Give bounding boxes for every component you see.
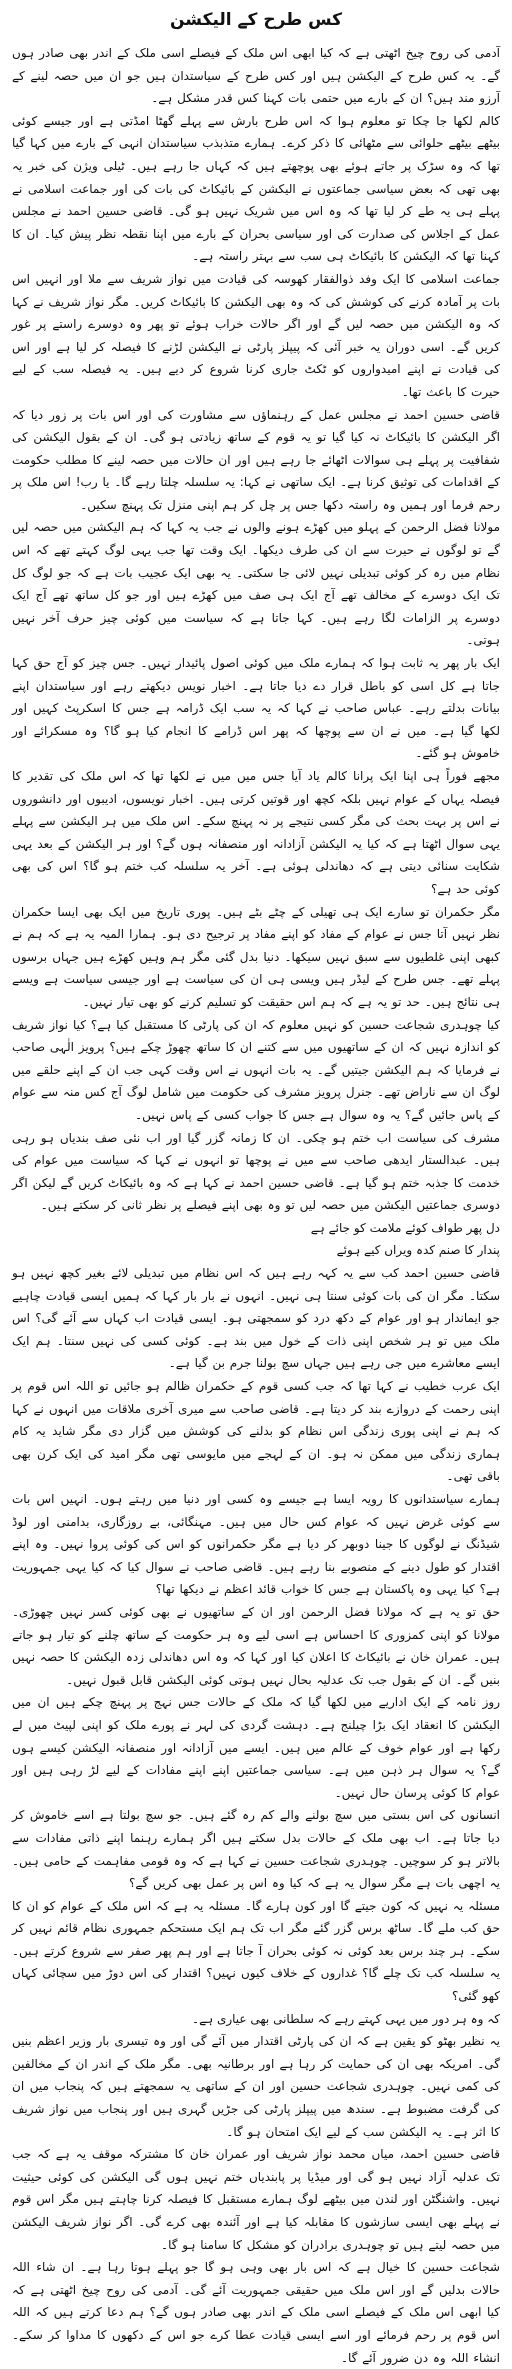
article-paragraph: ایک بار پھر یہ ثابت ہوا کہ ہمارے ملک میں کوئی اصول پائیدار نہیں۔ جس چیز کو آج حق کہا جاتا ہے کل اسی کو باطل قرار دے دیا جاتا ہے۔ اخبار نویس دیکھتے رہے اور سیاستدان اپنے بیانات بدلتے رہے۔ عباس صاحب نے کہا کہ یہ سب ایک ڈرامہ ہے جس کا اسکرپٹ کہیں اور لکھا گیا ہے۔ میں نے ان سے پوچھا کہ پھر اس ڈرامے کا انجام کیا ہو گا؟ وہ مسکرائے اور خاموش ہو گئے۔	[12, 656, 500, 761]
article-paragraph: مسئلہ یہ نہیں کہ کون جیتے گا اور کون ہارے گا۔ مسئلہ یہ ہے کہ اس ملک کے عوام کو ان کا حق کب ملے گا۔ ساٹھ برس گزر گئے مگر اب تک ہم ایک مستحکم جمہوری نظام قائم نہیں کر سکے۔ ہر چند برس بعد کوئی نہ کوئی بحران آ جاتا ہے اور ہم پھر صفر سے شروع کرتے ہیں۔ یہ سلسلہ کب تک چلے گا؟ غداروں کے خلاف کیوں نہیں؟ اقتدار کی اس دوڑ میں سچائی کہاں کھو گئی؟	[12, 1898, 500, 2004]
article-paragraph: قاضی حسین احمد، میاں محمد نواز شریف اور عمران خان کا مشترکہ موقف یہ ہے کہ جب تک عدلیہ آزاد نہیں ہو گی اور میڈیا پر پابندیاں ختم نہیں ہوں گی الیکشن کی کوئی حیثیت نہیں۔ واشنگٹن اور لندن میں بیٹھے لوگ ہمارے مستقبل کا فیصلہ کرنا چاہتے ہیں مگر اس قوم نے پہلے بھی ایسی سازشوں کا مقابلہ کیا ہے اور آئندہ بھی کرے گی۔ اگر نواز شریف الیکشن میں حصہ لیتے ہیں تو چوہدری برادران کو مشکل کا سامنا ہو گا۔	[12, 2147, 500, 2252]
article-title: کس طرح کے الیکشن	[170, 10, 342, 30]
article-paragraph: مگر حکمران تو سارے ایک ہی تھیلی کے چٹے بٹے ہیں۔ پوری تاریخ میں ایک بھی ایسا حکمران نظر نہیں آتا جس نے عوام کے مفاد کو اپنے مفاد پر ترجیح دی ہو۔ ہمارا المیہ یہ ہے کہ ہم نے کبھی اپنی غلطیوں سے سبق نہیں سیکھا۔ دنیا بدل گئی مگر ہم وہیں کھڑے ہیں جہاں برسوں پہلے تھے۔ جس طرح کے لیڈر ہیں ویسی ہی ان کی سیاست ہے اور جیسی سیاست ہے ویسے ہی نتائج ہیں۔ حد تو یہ ہے کہ ہم اس حقیقت کو تسلیم کرنے کو بھی تیار نہیں۔	[12, 904, 500, 1009]
article-paragraph: قاضی حسین احمد نے مجلس عمل کے رہنماؤں سے مشاورت کی اور اس بات پر زور دیا کہ اگر الیکشن کا بائیکاٹ نہ کیا گیا تو یہ قوم کے ساتھ زیادتی ہو گی۔ ان کے بقول الیکشن کی شفافیت پر پہلے ہی سوالات اٹھائے جا رہے ہیں اور ان حالات میں حصہ لینے کا مطلب حکومت کے اقدامات کی توثیق کرنا ہے۔ ایک ساتھی نے کہا: یہ سلسلہ چلتا رہے گا۔ یا رب! اس ملک پر رحم فرما اور ہمیں وہ راستہ دکھا جس پر چل کر ہم اپنی منزل تک پہنچ سکیں۔	[12, 407, 500, 512]
article-paragraph: مشرف کی سیاست اب ختم ہو چکی۔ ان کا زمانہ گزر گیا اور اب نئی صف بندیاں ہو رہی ہیں۔ عبدالستار ایدھی صاحب سے میں نے پوچھا تو انہوں نے کہا کہ سیاست میں عوام کی خدمت کا جذبہ ختم ہو گیا ہے۔ قاضی حسین احمد نے کہا ہے کہ وہ بائیکاٹ کریں گے لیکن اگر دوسری جماعتیں الیکشن میں حصہ لیں تو وہ بھی اپنے فیصلے پر نظر ثانی کر سکتے ہیں۔	[12, 1130, 500, 1213]
article-paragraph: روز نامہ کے ایک اداریے میں لکھا گیا کہ ملک کے حالات جس نہج پر پہنچ چکے ہیں ان میں الیکشن کا انعقاد ایک بڑا چیلنج ہے۔ دہشت گردی کی لہر نے پورے ملک کو اپنی لپیٹ میں لے رکھا ہے اور عوام خوف کے عالم میں ہیں۔ ایسے میں آزادانہ اور منصفانہ الیکشن کیسے ہوں گے؟ یہ سوال ہر ذہن میں ہے۔ سیاسی جماعتیں اپنے اپنے مفادات کے لیے لڑ رہی ہیں اور عوام کا کوئی پرسان حال نہیں۔	[12, 1695, 500, 1800]
article-paragraph: حق تو یہ ہے کہ مولانا فضل الرحمن اور ان کے ساتھیوں نے بھی کوئی کسر نہیں چھوڑی۔ مولانا کو اپنی کمزوری کا احساس ہے اسی لیے وہ ہر حکومت کے ساتھ چلنے کو تیار ہو جاتے ہیں۔ عمران خان نے بائیکاٹ کا اعلان کیا اور کہا کہ وہ اس دھاندلی زدہ الیکشن کا حصہ نہیں بنیں گے۔ ان کے بقول جب تک عدلیہ بحال نہیں ہوتی کوئی الیکشن قابل قبول نہیں۔	[12, 1604, 500, 1687]
article-paragraph: آدمی کی روح چیخ اٹھتی ہے کہ کیا ابھی اس ملک کے فیصلے اسی ملک کے اندر بھی صادر ہوں گے۔ یہ کس طرح کے الیکشن ہیں اور کس طرح کے سیاستدان ہیں جو ان میں حصہ لینے کے آرزو مند ہیں؟ ان کے بارے میں حتمی بات کہنا کس قدر مشکل ہے۔	[12, 46, 501, 106]
article-verse: دل پھر طواف کوئے ملامت کو جائے ہے پندار کا صنم کدہ ویراں کیے ہوئے	[310, 1220, 500, 1258]
article-paragraph: شجاعت حسین کا خیال ہے کہ اس بار بھی وہی ہو گا جو پہلے ہوتا رہا ہے۔ ان شاء اللہ حالات بدلیں گے اور اس ملک میں حقیقی جمہوریت آئے گی۔ آدمی کی روح چیخ اٹھتی ہے کہ کیا ابھی اس ملک کے فیصلے اسی ملک کے اندر بھی صادر ہوں گے؟ ہم دعا کرتے ہیں کہ اللہ اس قوم پر رحم فرمائے اور اسے ایسی قیادت عطا کرے جو اس کے دکھوں کا مداوا کر سکے۔ انشاء اللہ وہ دن ضرور آئے گا۔	[12, 2260, 500, 2365]
article-paragraph: کالم لکھا جا چکا تو معلوم ہوا کہ اس طرح بارش سے پہلے گھٹا امڈتی ہے اور جیسے کوئی بیٹھے بیٹھے حلوائی سے مٹھائی کا ذکر کرے۔ ہمارے متذبذب سیاستدان انہی کے بارے میں کہا گیا تھا کہ وہ سڑک پر جاتے ہوئے بھی پوچھتے ہیں کہ کہاں جا رہے ہیں۔ ٹیلی ویژن کی خبر یہ بھی تھی کہ بعض سیاسی جماعتوں نے الیکشن کے بائیکاٹ کی بات کی اور جماعت اسلامی نے پہلے ہی یہ طے کر لیا تھا کہ وہ اس میں شریک نہیں ہو گی۔ قاضی حسین احمد نے مجلس عمل کے اجلاس کی صدارت کی اور سیاسی بحران کے بارے میں اپنا نقطہ نظر پیش کیا۔ ان کا کہنا تھا کہ الیکشن کا بائیکاٹ ہی سب سے بہتر راستہ ہے۔	[12, 113, 500, 264]
article-paragraph: کیا چوہدری شجاعت حسین کو نہیں معلوم کہ ان کی پارٹی کا مستقبل کیا ہے؟ کیا نواز شریف کو اندازہ نہیں کہ ان کے ساتھیوں میں سے کتنے ان کا ساتھ چھوڑ چکے ہیں؟ پرویز الٰہی صاحب نے فرمایا کہ ہم الیکشن جیتیں گے۔ یہ بات انہوں نے اس وقت کہی جب ان کے اپنے حلقے میں لوگ ان سے ناراض تھے۔ جنرل پرویز مشرف کی حکومت میں شامل لوگ آج کس منہ سے عوام کے پاس جائیں گے؟ یہ وہ سوال ہے جس کا جواب کسی کے پاس نہیں۔	[12, 1017, 500, 1122]
article-paragraph: ہمارے سیاستدانوں کا رویہ ایسا ہے جیسے وہ کسی اور دنیا میں رہتے ہوں۔ انہیں اس بات سے کوئی غرض نہیں کہ عوام کس حال میں ہیں۔ مہنگائی، بے روزگاری، بدامنی اور لوڈ شیڈنگ نے لوگوں کا جینا دوبھر کر دیا ہے مگر حکمرانوں کو اس کی کوئی پروا نہیں۔ وہ اپنے اقتدار کو طول دینے کے منصوبے بنا رہے ہیں۔ قاضی صاحب نے سوال کیا کہ کیا یہی جمہوریت ہے؟ کیا یہی وہ پاکستان ہے جس کا خواب قائد اعظم نے دیکھا تھا؟	[12, 1492, 500, 1597]
article-paragraph: مجھے فوراً ہی اپنا ایک پرانا کالم یاد آیا جس میں میں نے لکھا تھا کہ اس ملک کی تقدیر کا فیصلہ یہاں کے عوام نہیں بلکہ کچھ اور قوتیں کرتی ہیں۔ اخبار نویسوں، ادیبوں اور دانشوروں نے اس پر بہت بحث کی مگر کسی نتیجے پر نہ پہنچ سکے۔ اس ملک میں ہر الیکشن سے پہلے یہی سوال اٹھتا ہے کہ کیا یہ الیکشن آزادانہ اور منصفانہ ہوں گے؟ اور ہر الیکشن کے بعد یہی شکایت سنائی دیتی ہے کہ دھاندلی ہوئی ہے۔ آخر یہ سلسلہ کب ختم ہو گا؟ اس کی بھی کوئی حد ہے؟	[12, 769, 500, 896]
article-paragraph: مولانا فضل الرحمن کے پہلو میں کھڑے ہونے والوں نے جب یہ کہا کہ ہم الیکشن میں حصہ لیں گے تو لوگوں نے حیرت سے ان کی طرف دیکھا۔ ایک وقت تھا جب یہی لوگ کہتے تھے کہ اس نظام میں رہ کر کوئی تبدیلی نہیں لائی جا سکتی۔ یہ بھی ایک عجیب بات ہے کہ جو لوگ کل تک ایک دوسرے کے مخالف تھے آج ایک ہی صف میں کھڑے ہیں اور جو کل ساتھ تھے آج ایک دوسرے پر الزامات لگا رہے ہیں۔ کہا جاتا ہے کہ سیاست میں کوئی چیز حرف آخر نہیں ہوتی۔	[12, 520, 500, 648]
article-paragraph: ایک عرب خطیب نے کہا تھا کہ جب کسی قوم کے حکمران ظالم ہو جائیں تو اللہ اس قوم پر اپنی رحمت کے دروازے بند کر دیتا ہے۔ قاضی صاحب سے میری آخری ملاقات میں انہوں نے کہا کہ ہم نے اپنی پوری زندگی اس نظام کو بدلنے کی کوشش میں گزار دی مگر شاید یہ کام ہماری زندگی میں ممکن نہ ہو۔ ان کے لہجے میں مایوسی تھی مگر امید کی ایک کرن بھی باقی تھی۔	[12, 1379, 500, 1484]
article-verse: کہ وہ ہر دور میں یہی کہتے رہے کہ سلطانی بھی عیاری ہے۔	[192, 2011, 500, 2026]
article-paragraph: یہ نظیر بھٹو کو یقین ہے کہ ان کی پارٹی اقتدار میں آئے گی اور وہ تیسری بار وزیر اعظم بنیں گی۔ امریکہ بھی ان کی حمایت کر رہا ہے اور برطانیہ بھی۔ مگر ملک کے اندر ان کے مخالفین کی کمی نہیں۔ چوہدری شجاعت حسین اور ان کے ساتھی یہ سمجھتے ہیں کہ پنجاب میں ان کی گرفت مضبوط ہے۔ سندھ میں پیپلز پارٹی کی جڑیں گہری ہیں اور پنجاب میں نواز شریف کا اثر ہے۔ یہ الیکشن سب کے لیے ایک امتحان ہو گا۔	[12, 2034, 500, 2139]
article-paragraph: قاضی حسین احمد کب سے یہ کہہ رہے ہیں کہ اس نظام میں تبدیلی لائے بغیر کچھ نہیں ہو سکتا۔ مگر ان کی بات کوئی سنتا ہی نہیں۔ انہوں نے بار بار کہا کہ ہمیں ایسی قیادت چاہیے جو ایماندار ہو اور عوام کے دکھ درد کو سمجھتی ہو۔ ایسی قیادت اب کہاں سے آئے گی؟ اس ملک میں تو ہر شخص اپنی ذات کے خول میں بند ہے۔ کوئی کسی کی نہیں سنتا۔ ہم ایک ایسے معاشرے میں جی رہے ہیں جہاں سچ بولنا جرم بن گیا ہے۔	[12, 1266, 500, 1371]
article-paragraph: انسانوں کی اس بستی میں سچ بولنے والے کم رہ گئے ہیں۔ جو سچ بولتا ہے اسے خاموش کر دیا جاتا ہے۔ اب بھی ملک کے حالات بدل سکتے ہیں اگر ہمارے رہنما اپنے ذاتی مفادات سے بالاتر ہو کر سوچیں۔ چوہدری شجاعت حسین نے کہا ہے کہ وہ قومی مفاہمت کے حامی ہیں۔ یہ اچھی بات ہے مگر سوال یہ ہے کہ کیا وہ اس پر عمل بھی کریں گے؟	[12, 1808, 500, 1891]
article-paragraph: جماعت اسلامی کا ایک وفد ذوالفقار کھوسہ کی قیادت میں نواز شریف سے ملا اور انہیں اس بات پر آمادہ کرنے کی کوشش کی کہ وہ بھی الیکشن کا بائیکاٹ کریں۔ مگر نواز شریف نے کہا کہ وہ الیکشن میں حصہ لیں گے اور اگر حالات خراب ہوئے تو پھر وہ دوسرے راستے پر غور کریں گے۔ اسی دوران یہ خبر آئی کہ پیپلز پارٹی نے الیکشن لڑنے کا فیصلہ کر لیا ہے اور اس کی قیادت نے اپنے امیدواروں کو ٹکٹ جاری کرنا شروع کر دیے ہیں۔ یہ فیصلہ سب کے لیے حیرت کا باعث تھا۔	[12, 271, 500, 399]
